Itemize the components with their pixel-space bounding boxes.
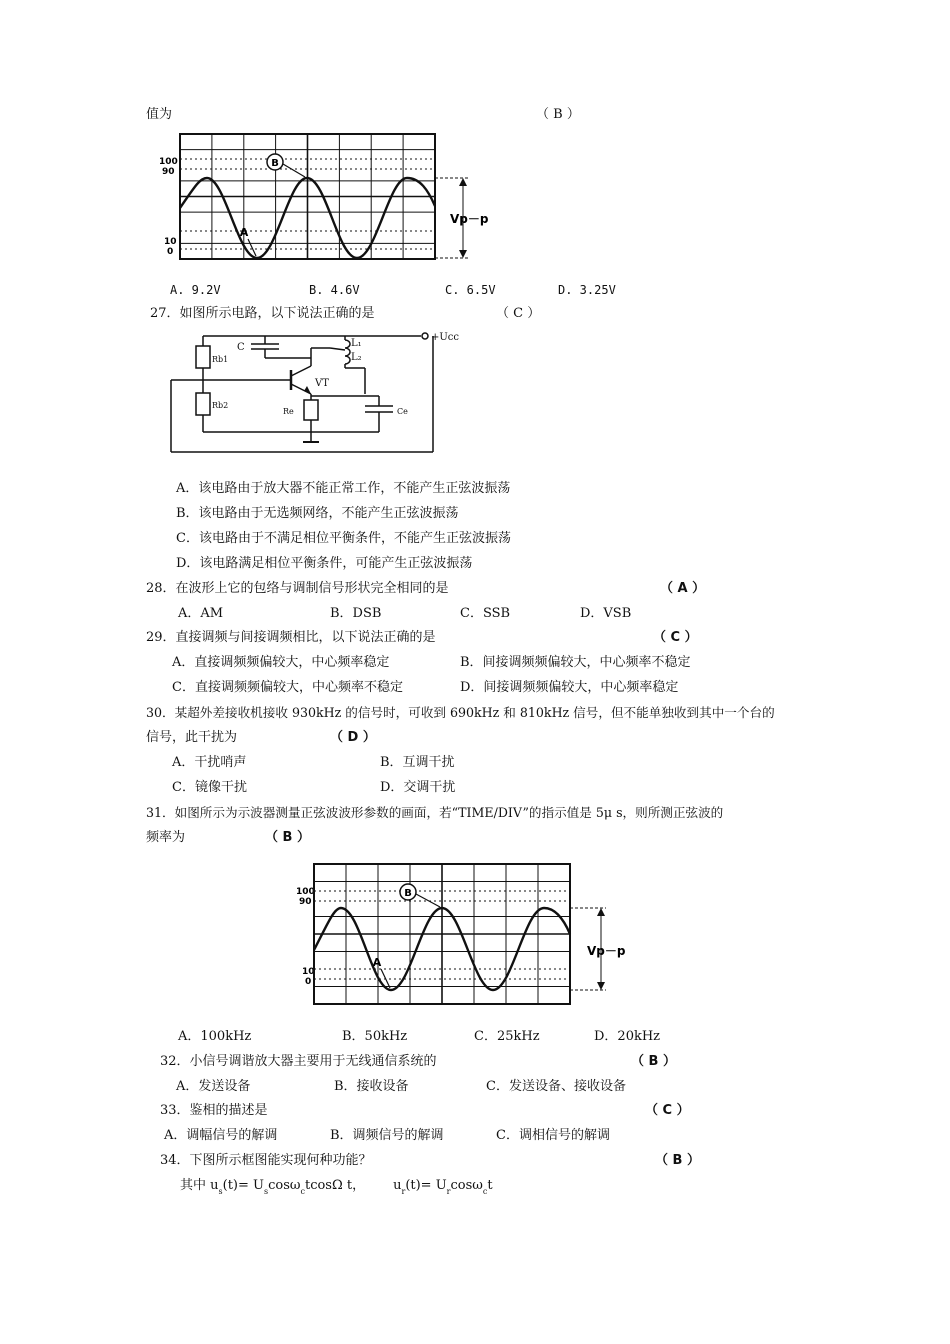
q31-option-c: C．25kHz bbox=[474, 1029, 540, 1044]
oscilloscope-figure-2 bbox=[290, 858, 660, 1013]
q30-option-a: A．干扰哨声 bbox=[172, 755, 247, 770]
q28-stem: 28．在波形上它的包络与调制信号形状完全相同的是 bbox=[146, 581, 449, 596]
q33-option-a: A．调幅信号的解调 bbox=[164, 1128, 278, 1143]
q34-formula-sub-r: r bbox=[401, 1187, 406, 1196]
q27-option-b: B．该电路由于无选频网络，不能产生正弦波振荡 bbox=[176, 506, 459, 521]
scope2-vpp-label: Vp－p bbox=[587, 944, 626, 958]
q34-answer: （ B ） bbox=[655, 1153, 700, 1168]
q33-answer: （ C ） bbox=[645, 1103, 690, 1118]
circuit-c: C bbox=[237, 342, 245, 353]
q26-option-d: D. 3.25V bbox=[558, 283, 616, 297]
scope2-label-10: 10 bbox=[302, 967, 315, 977]
circuit-diagram bbox=[155, 328, 475, 458]
q29-option-b: B．间接调频频偏较大，中心频率不稳定 bbox=[460, 655, 691, 670]
q30-option-c: C．镜像干扰 bbox=[172, 780, 247, 795]
q26-stem-tail: 值为 bbox=[146, 107, 173, 122]
re-resistor bbox=[304, 400, 318, 420]
q34-formula-sub-c2: c bbox=[482, 1187, 488, 1196]
oscilloscope-figure-1 bbox=[150, 128, 520, 268]
q29-option-c: C．直接调频频偏较大，中心频率不稳定 bbox=[172, 680, 403, 695]
q31-option-a: A．100kHz bbox=[178, 1029, 252, 1044]
scope2-label-0: 0 bbox=[305, 977, 312, 987]
q30-option-b: B．互调干扰 bbox=[380, 755, 455, 770]
circuit-ce: Ce bbox=[397, 407, 408, 416]
scope2-label-90: 90 bbox=[299, 897, 312, 907]
q34-formula-cos1: cosω bbox=[268, 1178, 301, 1193]
scope2-marker-a: A bbox=[372, 956, 382, 969]
circuit-svg bbox=[155, 328, 475, 458]
scope-vpp-label: Vp－p bbox=[450, 212, 489, 226]
q30-stem-line2: 信号，此干扰为 bbox=[146, 730, 238, 745]
oscilloscope-svg-1 bbox=[150, 128, 520, 268]
q32-option-c: C．发送设备、接收设备 bbox=[486, 1079, 626, 1094]
scope2-label-100: 100 bbox=[296, 887, 315, 897]
circuit-re: Re bbox=[283, 407, 294, 416]
q28-option-b: B．DSB bbox=[330, 606, 382, 621]
q29-option-d: D．间接调频频偏较大，中心频率稳定 bbox=[460, 680, 679, 695]
q27-stem: 27．如图所示电路，以下说法正确的是 bbox=[150, 306, 375, 321]
q31-option-d: D．20kHz bbox=[594, 1029, 661, 1044]
q29-answer: （ C ） bbox=[653, 630, 698, 645]
q28-option-a: A．AM bbox=[178, 606, 224, 621]
q28-answer: （ A ） bbox=[660, 581, 706, 596]
scope2-marker-b: B bbox=[404, 888, 412, 899]
q32-answer: （ B ） bbox=[631, 1054, 676, 1069]
q26-option-a: A. 9.2V bbox=[170, 283, 221, 297]
q28-option-d: D．VSB bbox=[580, 606, 632, 621]
q34-formula-ur: u bbox=[393, 1178, 402, 1193]
q30-answer: （ D ） bbox=[330, 730, 376, 745]
scope-label-90: 90 bbox=[162, 167, 175, 177]
q26-option-b: B. 4.6V bbox=[309, 283, 360, 297]
q32-option-a: A．发送设备 bbox=[176, 1079, 251, 1094]
scope-label-100: 100 bbox=[159, 157, 178, 167]
q34-formula-sub-s: s bbox=[218, 1187, 223, 1196]
circuit-l1: L₁ bbox=[351, 338, 362, 349]
q34-formula-sub-r2: r bbox=[446, 1187, 451, 1196]
q34-formula-ur-mid: (t)= U bbox=[405, 1178, 447, 1193]
q27-option-c: C．该电路由于不满足相位平衡条件，不能产生正弦波振荡 bbox=[176, 531, 511, 546]
q33-option-b: B．调频信号的解调 bbox=[330, 1128, 444, 1143]
q34-stem: 34．下图所示框图能实现何种功能？ bbox=[160, 1153, 372, 1168]
q34-formula-prefix: 其中 u bbox=[180, 1178, 219, 1193]
q28-option-c: C．SSB bbox=[460, 606, 511, 621]
q34-formula-sub-c1: c bbox=[300, 1187, 305, 1196]
q29-option-a: A．直接调频频偏较大，中心频率稳定 bbox=[172, 655, 390, 670]
q31-option-b: B．50kHz bbox=[342, 1029, 408, 1044]
q32-option-b: B．接收设备 bbox=[334, 1079, 409, 1094]
scope-marker-b: B bbox=[271, 158, 279, 169]
oscilloscope-svg-2 bbox=[290, 858, 660, 1013]
rb2-resistor bbox=[196, 393, 210, 415]
circuit-vt: VT bbox=[315, 378, 329, 389]
q34-formula-us-mid: (t)= U bbox=[222, 1178, 264, 1193]
q30-option-d: D．交调干扰 bbox=[380, 780, 456, 795]
circuit-l2: L₂ bbox=[351, 352, 362, 363]
q34-formula-tail1: tcosΩ t， bbox=[304, 1178, 366, 1193]
rb1-resistor bbox=[196, 346, 210, 368]
scope-label-0: 0 bbox=[167, 247, 174, 257]
scope-label-10: 10 bbox=[164, 237, 177, 247]
q29-stem: 29．直接调频与间接调频相比，以下说法正确的是 bbox=[146, 630, 436, 645]
q32-stem: 32．小信号调谐放大器主要用于无线通信系统的 bbox=[160, 1054, 437, 1069]
q27-option-a: A．该电路由于放大器不能正常工作，不能产生正弦波振荡 bbox=[176, 481, 511, 496]
q26-answer: （ B ） bbox=[536, 107, 580, 122]
q31-answer: （ B ） bbox=[265, 830, 310, 845]
q33-option-c: C．调相信号的解调 bbox=[496, 1128, 610, 1143]
q26-option-c: C. 6.5V bbox=[445, 283, 496, 297]
q31-stem-line1: 31．如图所示为示波器测量正弦波波形参数的画面，若“TIME/DIV”的指示值是 5μ s，则所测正弦波的 bbox=[146, 805, 724, 820]
q34-formula-sub-s2: s bbox=[263, 1187, 269, 1196]
q33-stem: 33．鉴相的描述是 bbox=[160, 1103, 268, 1118]
q27-answer: （ C ） bbox=[496, 306, 541, 321]
scope-marker-a: A bbox=[239, 226, 249, 239]
q27-option-d: D．该电路满足相位平衡条件，可能产生正弦波振荡 bbox=[176, 556, 473, 571]
q30-stem-line1: 30．某超外差接收机接收 930kHz 的信号时，可收到 690kHz 和 810kHz 信号，但不能单独收到其中一个台的 bbox=[146, 705, 775, 720]
q34-formula-tail2: t bbox=[487, 1178, 493, 1193]
q34-formula bbox=[180, 1178, 493, 1200]
circuit-vcc: +Ucc bbox=[431, 332, 460, 343]
q34-formula-cos2: cosω bbox=[450, 1178, 483, 1193]
circuit-rb1: Rb1 bbox=[212, 355, 229, 364]
q31-stem-line2: 频率为 bbox=[146, 830, 186, 845]
circuit-rb2: Rb2 bbox=[212, 401, 229, 410]
